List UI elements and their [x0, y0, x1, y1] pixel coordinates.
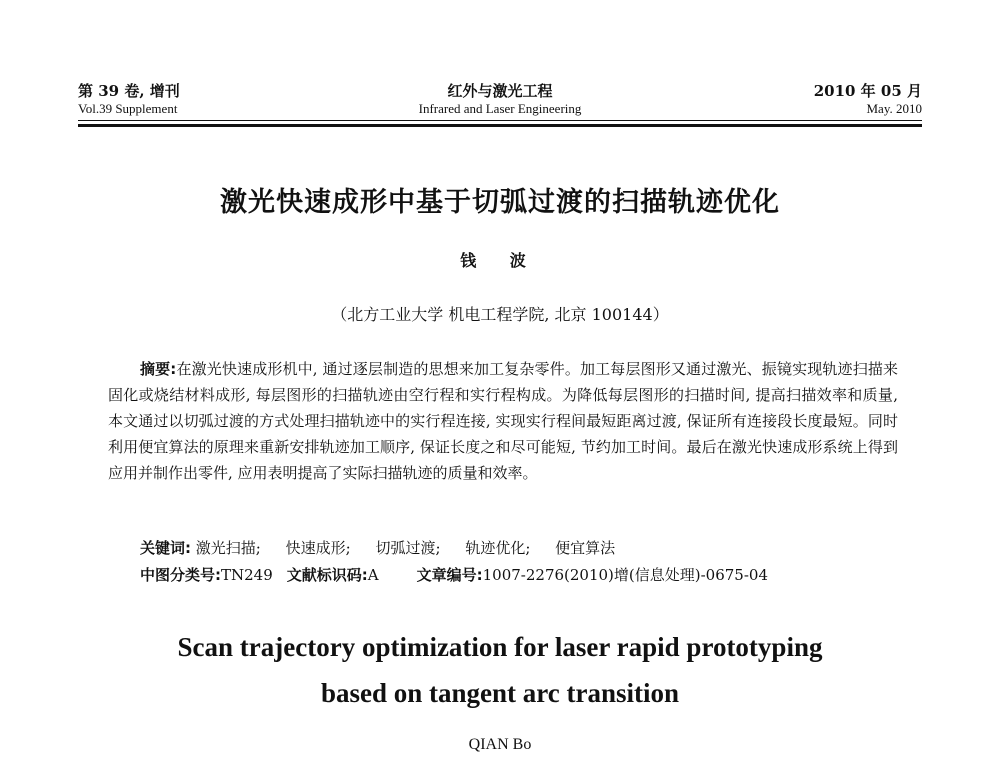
volume-en: Vol.39 Supplement — [78, 101, 178, 116]
keywords-label: 关键词: — [140, 539, 191, 557]
keywords-cn — [140, 536, 900, 560]
classification-line — [140, 563, 920, 587]
keyword-item: 轨迹优化; — [465, 539, 531, 557]
journal-name-cn: 红外与激光工程 — [447, 82, 553, 100]
author-cn: 钱 波 — [460, 251, 540, 270]
journal-name-en: Infrared and Laser Engineering — [418, 101, 582, 116]
abstract-cn — [108, 356, 898, 486]
keyword-item: 快速成形; — [285, 539, 351, 557]
header-rule-thin — [78, 120, 922, 121]
running-header-en — [78, 101, 922, 117]
paper-title-cn: 激光快速成形中基于切弧过渡的扫描轨迹优化 — [220, 187, 780, 218]
abstract-label: 摘要: — [140, 360, 177, 378]
keyword-item: 便宜算法 — [555, 539, 616, 557]
doc-code-label: 文献标识码: — [286, 566, 368, 584]
title-en-line-1: Scan trajectory optimization for laser rapid prototyping — [177, 632, 823, 662]
article-number-value: 1007-2276(2010)增(信息处理)-0675-04 — [482, 566, 769, 584]
abstract-text: 在激光快速成形机中, 通过逐层制造的思想来加工复杂零件。加工每层图形又通过激光、振镜实现轨迹扫描来固化或烧结材料成形, 每层图形的扫描轨迹由空行程和实行程构成。为降低每层图形的扫描时间, 提高扫描效率和质量, 本文通过以切弧过渡的方式处理扫描轨迹中的实行程连接, 实现实行程间最短距离过渡, 保证所有连接段长度最短。同时利用便宜算法的原理来重新安排轨迹加工顺序, 保证长度之和尽可能短, 节约加工时间。最后在激光快速成形系统上得到应用并制作出零件, 应用表明提高了实际扫描轨迹的质量和效率。 — [108, 360, 898, 482]
paper-title-en — [0, 624, 1000, 716]
issue-date-cn: 2010 年 05 月 — [813, 82, 922, 100]
article-number-label: 文章编号: — [416, 566, 483, 584]
author-en: QIAN Bo — [468, 736, 532, 753]
clc-label: 中图分类号: — [140, 566, 221, 584]
issue-date-en: May. 2010 — [866, 101, 922, 116]
keyword-item: 激光扫描; — [195, 539, 261, 557]
keyword-item: 切弧过渡; — [375, 539, 441, 557]
volume-cn: 第 39 卷, 增刊 — [78, 82, 180, 100]
header-rule-thick — [78, 124, 922, 127]
running-header-cn — [78, 80, 922, 101]
doc-code-value: A — [367, 566, 379, 584]
title-en-line-2: based on tangent arc transition — [320, 678, 680, 708]
affiliation-cn: （北方工业大学 机电工程学院, 北京 100144） — [331, 305, 669, 324]
clc-value: TN249 — [221, 566, 273, 584]
